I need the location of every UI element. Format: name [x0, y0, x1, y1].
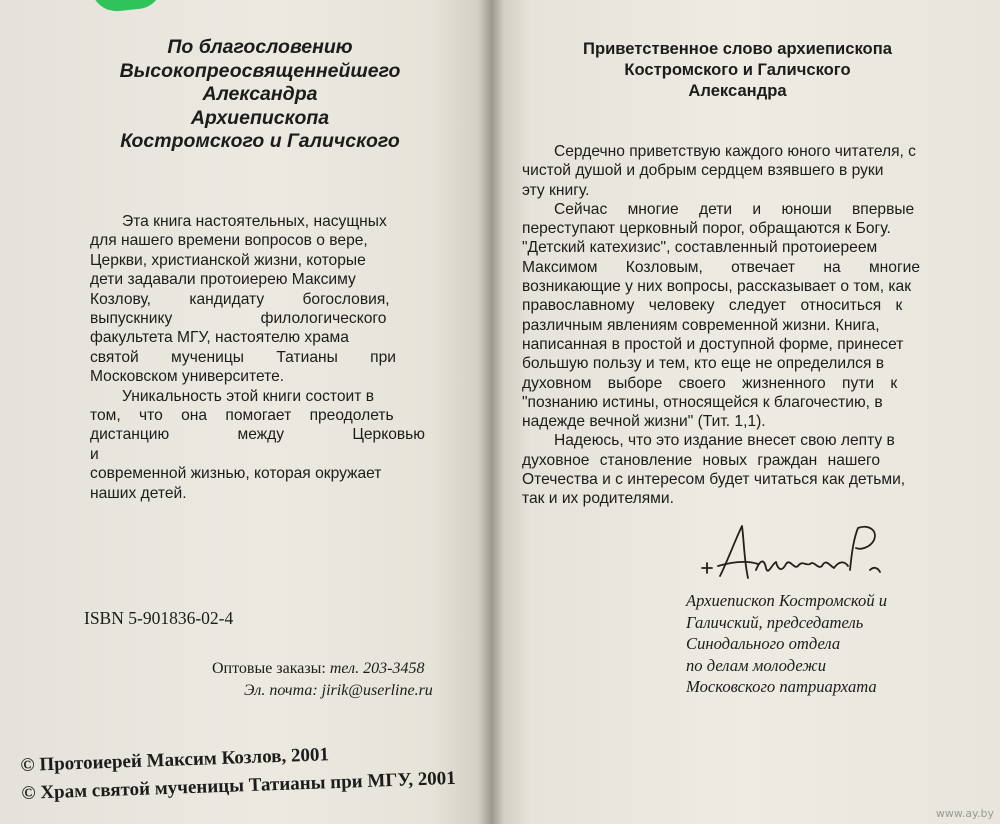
text-line: дистанцию между Церковью и	[90, 426, 425, 463]
title-line: Александра	[688, 81, 787, 100]
text-line: различным явлениям современной жизни. Книга,	[522, 316, 880, 334]
text-line: Отечества и с интересом будет читаться как детьми,	[522, 471, 906, 489]
handwritten-signature	[698, 520, 898, 590]
signer-line: Галичский, председатель	[686, 612, 864, 632]
greeting-title	[520, 38, 955, 101]
text-line: духовном выборе своего жизненного пути к	[522, 374, 898, 392]
text-line: большую пользу и тем, кто еще не определился в	[522, 355, 885, 373]
left-paragraph-2	[90, 387, 425, 503]
book-gutter	[478, 0, 504, 824]
text-line: Уникальность этой книги состоит в	[122, 387, 374, 405]
email-label: Эл. почта:	[244, 682, 318, 699]
dedication-line: Костромского и Галичского	[120, 130, 400, 152]
right-paragraph-2	[522, 200, 950, 432]
text-line: Козлову, кандидату богословия,	[90, 290, 390, 308]
copyright-line: © Протоиерей Максим Козлов, 2001	[20, 744, 330, 776]
signer-line: Синодального отдела	[686, 634, 841, 653]
left-page-body	[90, 212, 425, 503]
text-line: Московском университете.	[90, 368, 285, 386]
text-line: "Детский катехизис", составленный протоиереем	[522, 239, 878, 257]
dedication-line: По благословению	[167, 36, 353, 58]
text-line: факультета МГУ, настоятелю храма	[90, 329, 349, 347]
site-watermark: www.ay.by	[935, 807, 994, 820]
email-value: jirik@userline.ru	[321, 682, 433, 699]
dedication-line: Высокопреосвященнейшего	[119, 59, 401, 82]
text-line: надежде вечной жизни" (Тит. 1,1).	[522, 413, 766, 431]
text-line: выпускнику филологического	[90, 310, 387, 328]
contact-info	[212, 658, 433, 702]
text-line: наших детей.	[90, 484, 187, 502]
text-line: возникающие у них вопросы, рассказывает о том, как	[522, 278, 912, 296]
text-line: современной жизнью, которая окружает	[90, 465, 382, 483]
text-line: так и их родителями.	[522, 490, 674, 508]
text-line: православному человеку следует относиться к	[522, 297, 903, 315]
left-paragraph-1	[90, 212, 425, 387]
text-line: переступают церковный порог, обращаются к Богу.	[522, 220, 891, 238]
text-line: Максимом Козловым, отвечает на многие	[522, 258, 921, 276]
orders-phone: тел. 203-3458	[329, 660, 425, 677]
text-line: Сейчас многие дети и юноши впервые	[554, 200, 915, 218]
text-line: Надеюсь, что это издание внесет свою лепту в	[554, 432, 895, 450]
title-line: Приветственное слово архиепископа	[583, 39, 892, 58]
orders-label: Оптовые заказы:	[212, 660, 326, 677]
copyright-line: © Храм святой мученицы Татианы при МГУ, 2001	[21, 767, 457, 804]
text-line: Эта книга настоятельных, насущных	[122, 213, 387, 230]
title-line: Костромского и Галичского	[624, 60, 851, 79]
right-paragraph-1	[522, 142, 950, 200]
text-line: том, что она помогает преодолеть	[90, 407, 394, 425]
text-line: для нашего времени вопросов о вере,	[90, 232, 368, 250]
signer-line: Архиепископ Костромской и	[686, 591, 888, 610]
signer-line: по делам молодежи	[686, 655, 827, 675]
signer-title	[686, 590, 976, 698]
text-line: написанная в простой и доступной форме, принесет	[522, 335, 904, 353]
text-line: Сердечно приветствую каждого юного читателя, с	[554, 143, 916, 160]
right-page-body	[522, 142, 950, 509]
dedication-line: Александра	[202, 83, 318, 105]
text-line: "познанию истины, относящейся к благочестию, в	[522, 393, 883, 411]
text-line: Церкви, христианской жизни, которые	[90, 251, 366, 269]
right-paragraph-3	[522, 431, 950, 508]
isbn-number: ISBN 5-901836-02-4	[84, 608, 234, 628]
dedication-heading	[60, 36, 460, 154]
text-line: святой мученицы Татианы при	[90, 348, 396, 366]
signer-line: Московского патриархата	[686, 677, 877, 696]
dedication-line: Архиепископа	[190, 106, 330, 129]
text-line: духовное становление новых граждан нашего	[522, 451, 881, 469]
text-line: эту книгу.	[522, 181, 590, 199]
text-line: дети задавали протоиерею Максиму	[90, 271, 356, 289]
text-line: чистой душой и добрым сердцем взявшего в руки	[522, 162, 884, 180]
